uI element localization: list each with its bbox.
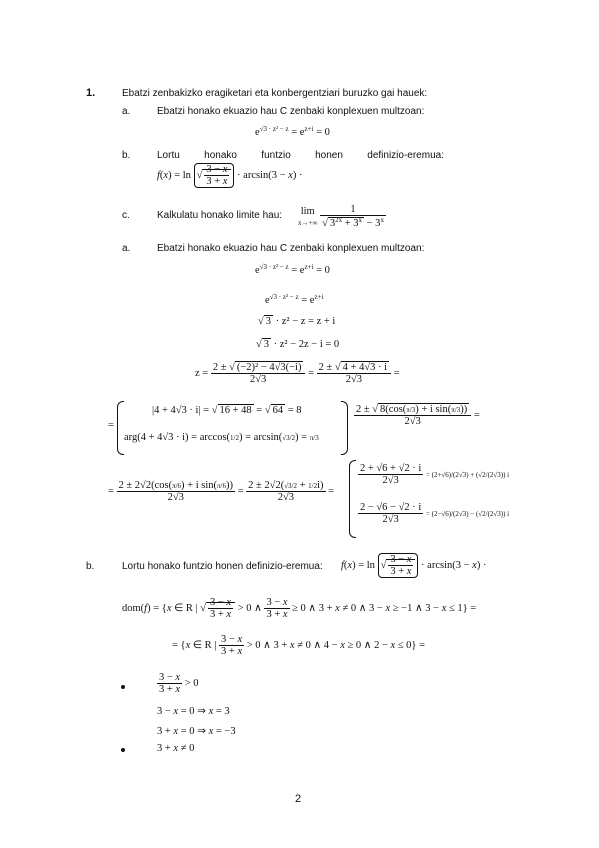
item-a-text: Ebatzi honako ekuazio hau C zenbaki konplexuen multzoan: <box>157 106 425 117</box>
item-b-label: b. <box>122 150 131 161</box>
step-1: $e^{√3 \cdot z^2 - z} = e^{z+i}$ <box>265 293 324 306</box>
equation-a: $e^{√3 \cdot z^2 - z} = e^{z+i} = 0$ <box>255 125 330 138</box>
page-number: 2 <box>295 793 302 805</box>
solution-b-text: Lortu honako funtzio honen definizio-eremua: <box>122 561 323 572</box>
domain-line-2: = {x ∈ R | $\frac{3 - x}{3 + x}$ > 0 ∧ 3 + x ≠ 0 ∧ 4 − x ≥ 0 ∧ 2 − x ≤ 0} = <box>172 634 426 657</box>
bullet-1 <box>121 685 125 689</box>
step-5c: $\frac{\text{2 ± √ 8(cos(π/3) + i sin(π/3))}}{2√3}$ = <box>356 404 480 427</box>
step-3: √ 3 · z² − 2z − i = 0 <box>256 339 340 350</box>
step-6a: = $\frac{\text{2 ± 2√2(cos(π/6) + i sin(π/6))}}{2√3}$ = $\frac{2 \pm 2√2(√3/2 + 1/2i)}{2√3}$ = <box>108 480 335 503</box>
step-5b: arg(4 + 4√3 · i) = arccos(1/2) = arcsin(√3/2) = π/3 <box>124 432 319 443</box>
step-2: √ 3 · z² − z = z + i <box>258 316 336 327</box>
solution-b-label: b. <box>86 561 95 572</box>
item-b-text: Lortu honako funtzio honen definizio-eremua: <box>157 150 444 161</box>
item-c-text: Kalkulatu honako limite hau: <box>157 210 283 221</box>
bullet-2 <box>121 748 125 752</box>
bullet-1-expr: $\frac{3 - x}{3 + x}$ > 0 <box>159 672 199 695</box>
limit-expression: lim x→+∞ $\frac{1}{√ 3^{2x} + 3^x - 3^x}$ <box>298 204 384 229</box>
solution-b-function: f(x) = ln √ $\frac{3 - x}{3 + x}$ · arcsin(3 − x) · <box>341 554 487 577</box>
roots-brace <box>349 460 356 538</box>
left-brace <box>117 401 124 455</box>
function-def: f(x) = ln √ $\frac{3 - x}{3 + x}$ · arcsin(3 − x) · <box>157 164 303 187</box>
bullet-1-step-b: 3 + x = 0 ⇒ x = −3 <box>157 726 236 737</box>
domain-line-1: dom(f) = {x ∈ R | √ $\frac{3 - x}{3 + x}$ > 0 ∧ $\frac{3 - x}{3 + x}$ ≥ 0 ∧ 3 + x ≠ 0 ∧ 3 − x ≥ −1 ∧ 3 − x ≤ 1} = <box>122 597 477 620</box>
bullet-1-step-a: 3 − x = 0 ⇒ x = 3 <box>157 706 230 717</box>
solution-a-label: a. <box>122 243 131 254</box>
bullet-2-expr: 3 + x ≠ 0 <box>157 743 195 754</box>
solution-eq: $e^{√3 \cdot z^2 - z} = e^{z+i} = 0$ <box>255 263 330 276</box>
equals-sign: = <box>108 420 114 431</box>
right-brace <box>341 401 348 455</box>
solution-a-text: Ebatzi honako ekuazio hau C zenbaki konplexuen multzoan: <box>157 243 425 254</box>
root-1: $\frac{2 + √6 + √2 \cdot i}{2√3}$ = (2+√6)/(2√3) + (√2/(2√3)) i <box>360 463 510 486</box>
item-c-label: c. <box>122 210 130 221</box>
question-number: 1. <box>86 87 96 99</box>
question-text: Ebatzi zenbakizko eragiketari eta konbergentziari buruzko gai hauek: <box>122 88 428 99</box>
item-a-label: a. <box>122 106 131 117</box>
root-2: $\frac{2 - √6 - √2 \cdot i}{2√3}$ = (2−√6)/(2√3) − (√2/(2√3)) i <box>360 502 510 525</box>
step-5a: |4 + 4√3 · i| = √ 16 + 48 = √ 64 = 8 <box>152 405 302 416</box>
step-4: z = $\frac{\text{2 ± √ (−2)² − 4√3(−i)}}{2√3}$ = $\frac{2 \pm √ 4 + 4√3 \cdot i}{2√3}$ = <box>195 362 400 385</box>
